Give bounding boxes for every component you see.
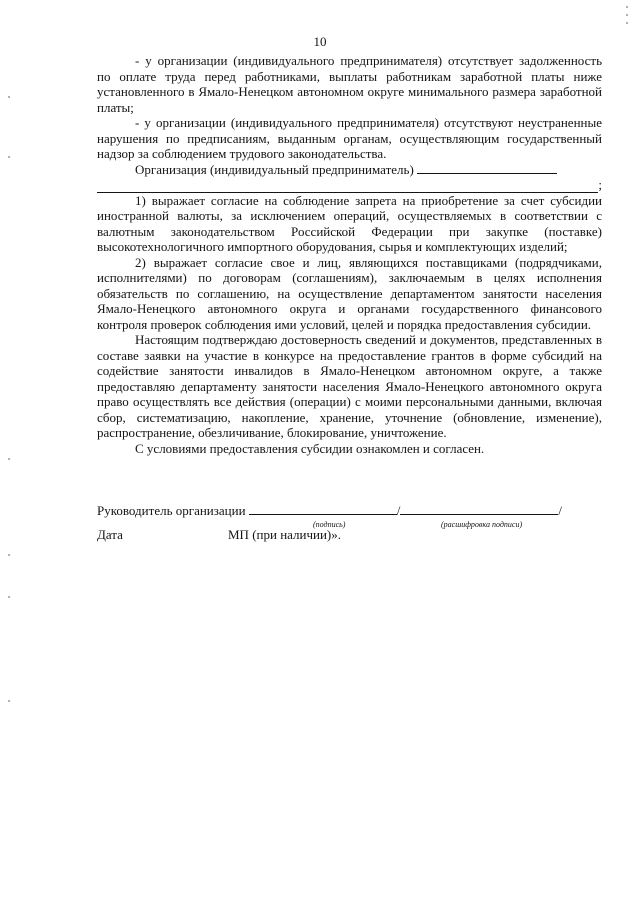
signature-slash-2: / — [558, 503, 563, 518]
page-number: 10 — [313, 34, 327, 49]
decoding-hint: (расшифровка подписи) — [441, 520, 523, 529]
signature-decoding-blank — [400, 503, 558, 515]
signature-hint: (подпись) — [313, 520, 346, 529]
org-name-blank-2 — [97, 181, 598, 193]
org-name-blank — [417, 162, 557, 174]
paragraph-inspection-consent: 2) выражает согласие свое и лиц, являющихся поставщиками (подрядчиками, исполнителями) по договорам (соглашениям), заключаемым в целях исполнения обязательств по соглашению, на осуществление департаментом занятости населения Ямало-Ненецкого автономного округа и органами государственного финансового контроля проверок соблюдения ими условий, целей и порядка предоставления субсидии. — [97, 254, 602, 332]
paragraph-terms-agreed: С условиями предоставления субсидии ознакомлен и согласен. — [135, 440, 485, 456]
paragraph-data-consent: Настоящим подтверждаю достоверность сведений и документов, представленных в составе заявки на участие в конкурсе на предоставление грантов в форме субсидий на содействие занятости инвалидов в Ямало-Ненецком автономном округе, а также предоставляю департаменту занятости населения Ямало-Ненецкого автономного округа право осуществлять все действия (операции) с моими персональными данными, включая сбор, систематизацию, накопление, хранение, уточнение (обновление, изменение), распространение, обезличивание, блокирование, уничтожение. — [97, 332, 602, 440]
paragraph-no-violations: - у организации (индивидуального предпринимателя) отсутствуют неустраненные нарушения по предписаниям, выданным органам, осуществляющим государственный надзор за соблюдением трудового законодательства. — [97, 115, 602, 161]
org-line-end: ; — [598, 177, 602, 192]
signature-label: Руководитель организации — [97, 503, 246, 518]
stamp-label: МП (при наличии)». — [228, 527, 342, 542]
org-line-label: Организация (индивидуальный предприниматель) — [135, 161, 414, 177]
document-body — [97, 53, 602, 456]
paragraph-currency-ban: 1) выражает согласие на соблюдение запрета на приобретение за счет субсидии иностранной валюты, за исключением операций, осуществляемых в соответствии с валютным законодательством Российской Федерации при закупке (поставке) высокотехнологичного импортного оборудования, сырья и комплектующих изделий; — [97, 192, 602, 254]
org-name-line-2 — [97, 177, 602, 193]
signature-slash-1: / — [396, 503, 401, 518]
date-row — [97, 527, 602, 543]
org-name-line — [97, 162, 602, 178]
date-label: Дата — [97, 527, 123, 542]
paragraph-no-wage-debt: - у организации (индивидуального предпринимателя) отсутствует задолженность по оплате труда перед работниками, выплаты работникам заработной платы ниже установленного в Ямало-Ненецком автономном округе минимального размера заработной платы; — [97, 53, 602, 115]
signature-row — [97, 503, 602, 519]
signature-blank — [249, 503, 397, 515]
